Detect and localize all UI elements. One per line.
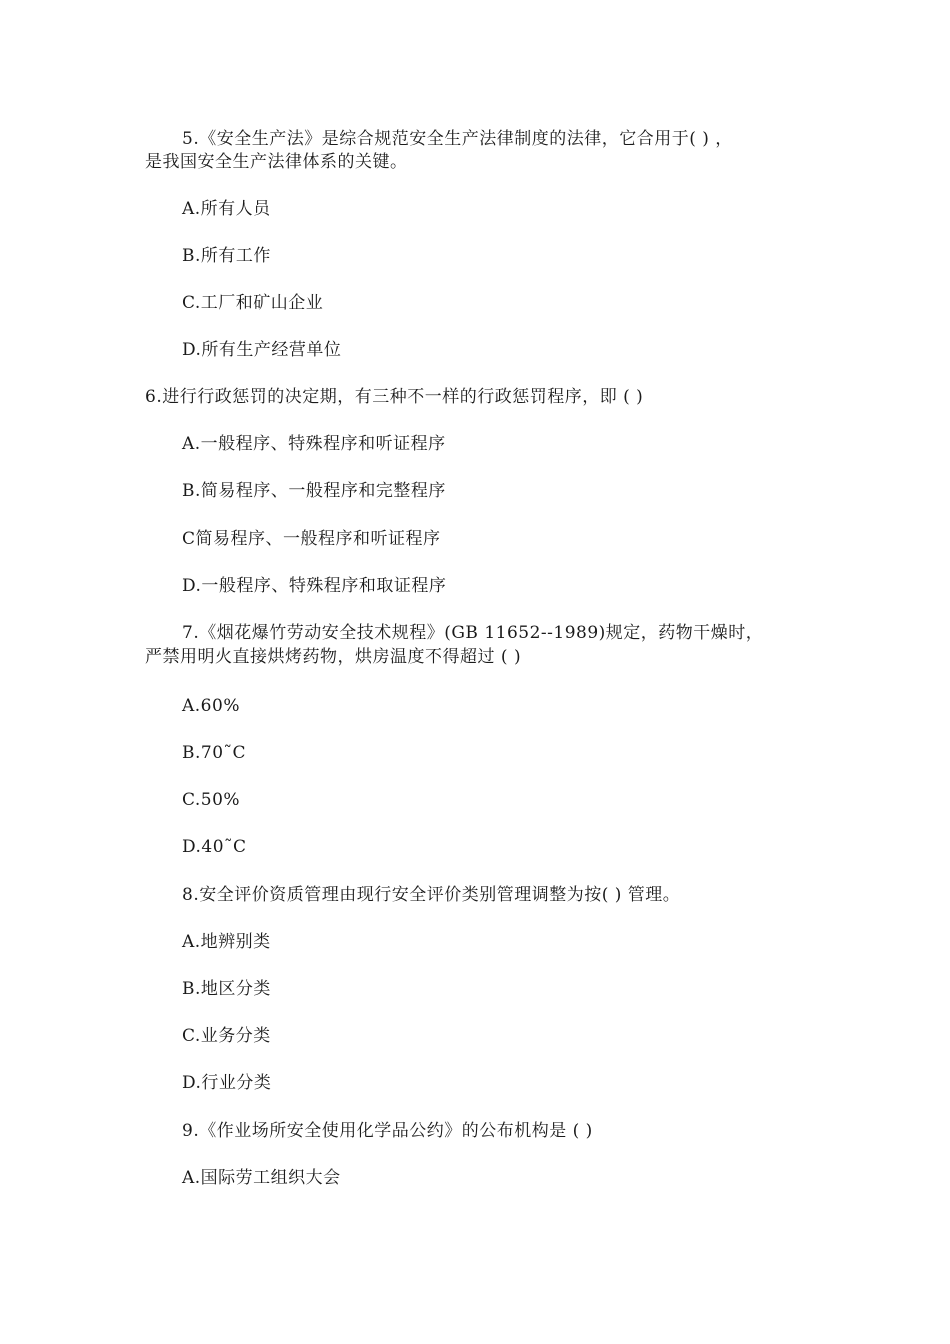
question-8-option-a: A.地辨别类 (182, 932, 271, 952)
question-9-stem-line1: 9.《作业场所安全使用化学品公约》的公布机构是 ( ) (182, 1121, 593, 1141)
question-5-stem-line1: 5.《安全生产法》是综合规范安全生产法律制度的法律，它合用于( ) ， (182, 129, 733, 149)
question-6-option-a: A.一般程序、特殊程序和听证程序 (182, 434, 446, 454)
question-5-option-a: A.所有人员 (182, 199, 271, 219)
question-7-stem-line2: 严禁用明火直接烘烤药物，烘房温度不得超过 ( ) (145, 647, 522, 667)
question-6-option-c: C简易程序、一般程序和听证程序 (182, 529, 441, 549)
question-5-option-d: D.所有生产经营单位 (182, 340, 342, 360)
question-5-option-c: C.工厂和矿山企业 (182, 293, 324, 313)
question-5-option-b: B.所有工作 (182, 246, 271, 266)
question-8-option-b: B.地区分类 (182, 979, 271, 999)
question-7-option-c: C.50% (182, 790, 241, 810)
question-8-option-c: C.业务分类 (182, 1026, 271, 1046)
question-8-stem-line1: 8.安全评价资质管理由现行安全评价类别管理调整为按( ) 管理。 (182, 885, 681, 905)
question-6-stem-line1: 6.进行行政惩罚的决定期，有三种不一样的行政惩罚程序，即 ( ) (145, 387, 644, 407)
question-7-option-d: D.40˜C (182, 837, 247, 857)
question-7-option-b: B.70˜C (182, 743, 247, 763)
question-6-option-b: B.简易程序、一般程序和完整程序 (182, 481, 446, 501)
question-9-option-a: A.国际劳工组织大会 (182, 1168, 341, 1188)
question-7-option-a: A.60% (182, 696, 240, 716)
question-6-option-d: D.一般程序、特殊程序和取证程序 (182, 576, 447, 596)
question-7-stem-line1: 7.《烟花爆竹劳动安全技术规程》(GB 11652--1989)规定，药物干燥时， (182, 623, 764, 643)
question-8-option-d: D.行业分类 (182, 1073, 272, 1093)
question-5-stem-line2: 是我国安全生产法律体系的关键。 (145, 152, 408, 172)
